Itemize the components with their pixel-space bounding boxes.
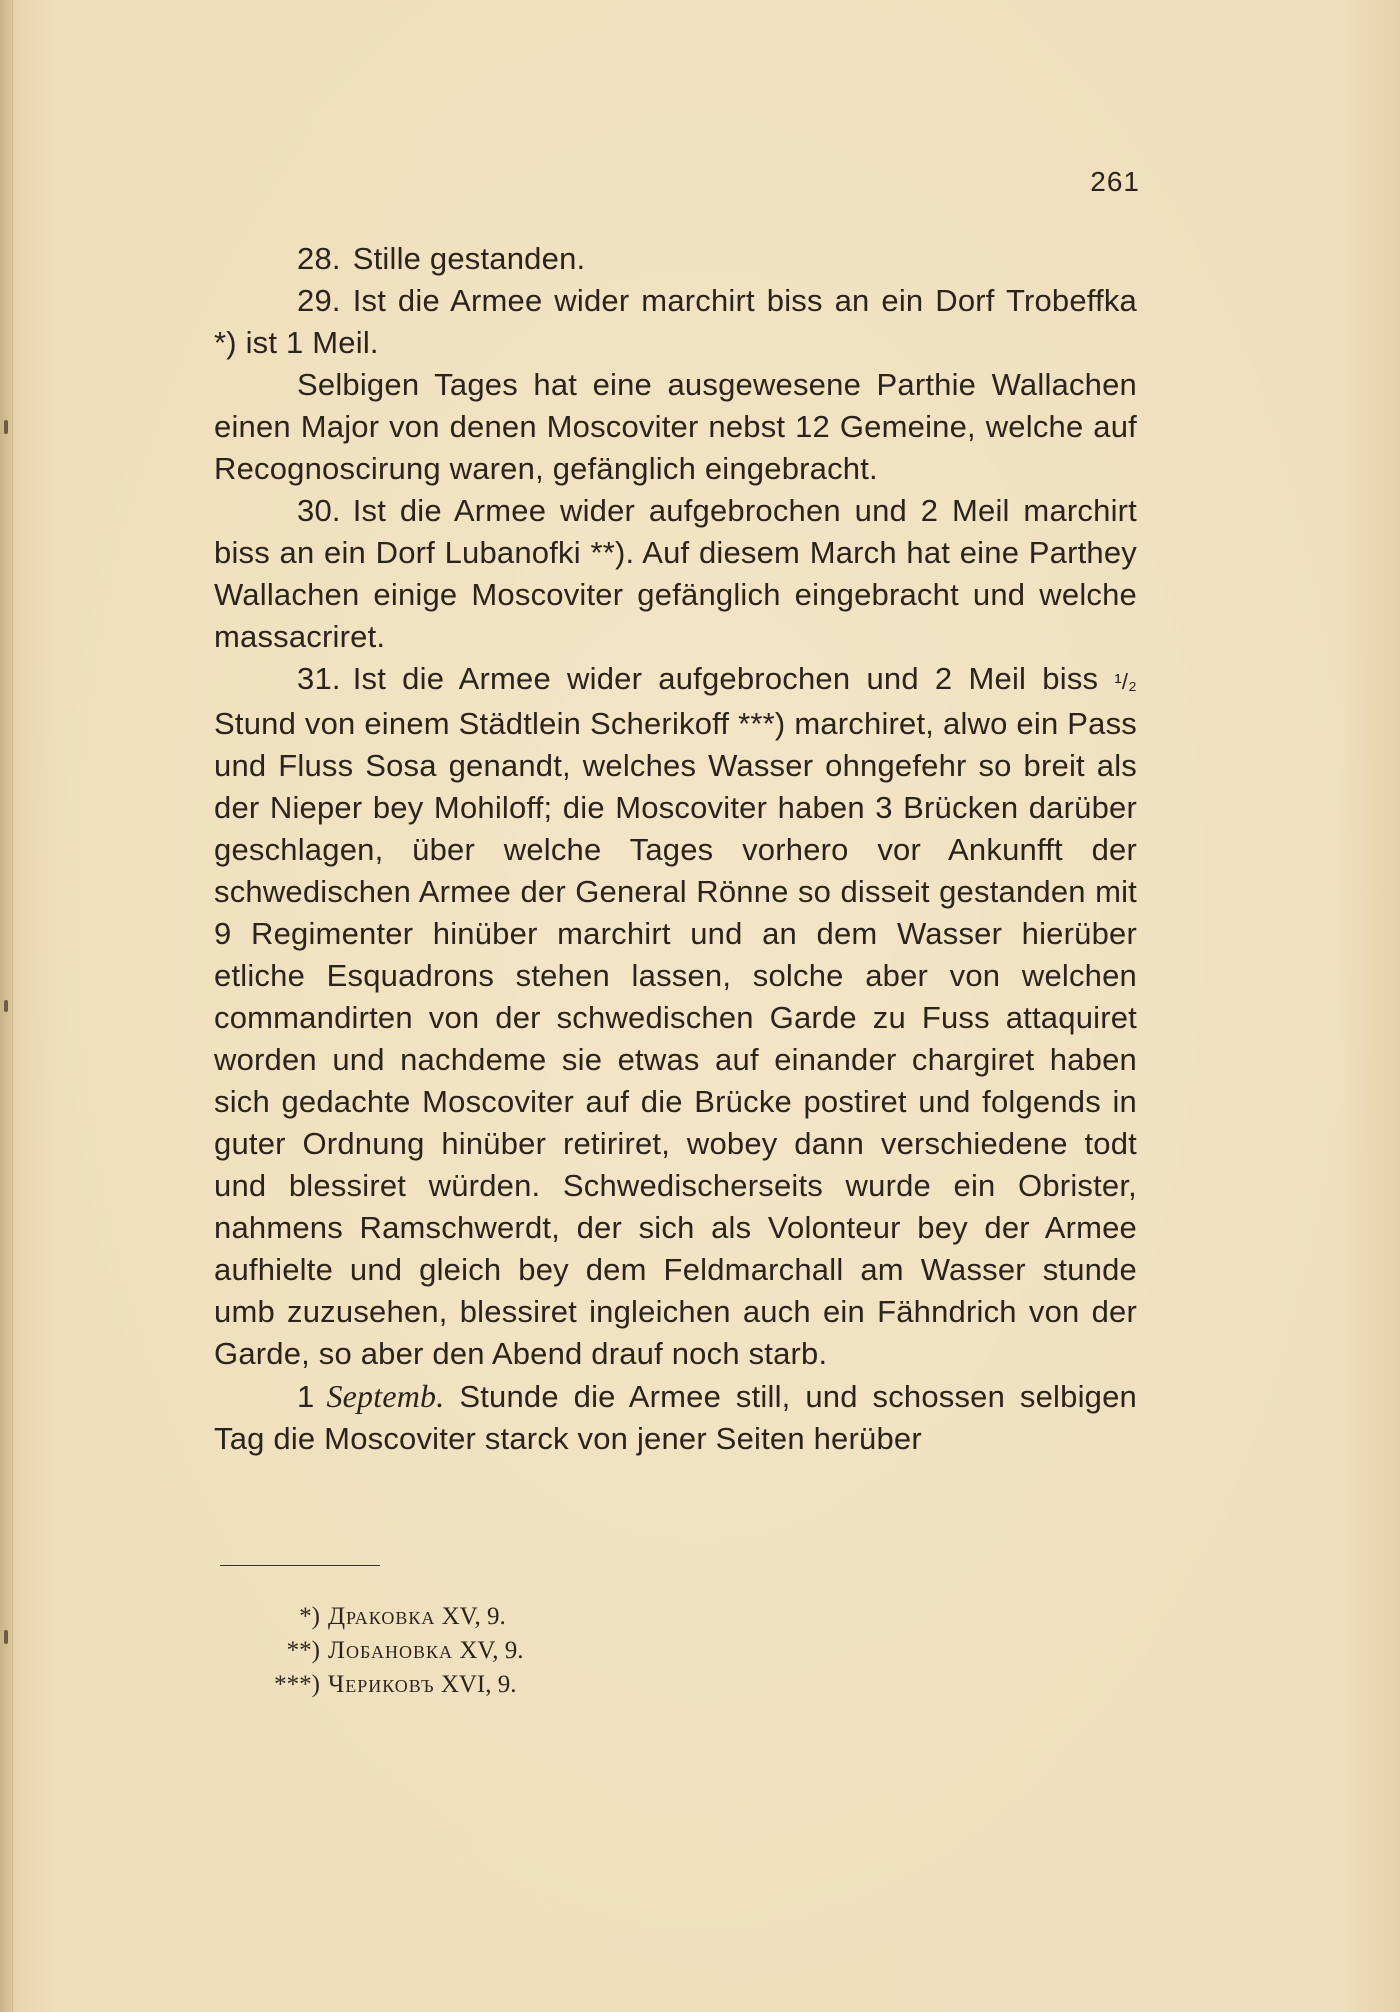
entry-text: Ist die Armee wider aufgebrochen und 2 Meil marchirt biss an ein Dorf Lubanofki **). Auf diesem March hat eine Parthey Wallachen einige Moscoviter gefänglich eingebracht und welche massacriret. [214,493,1137,654]
footnote-mark: ***) [274,1671,320,1698]
body-text [214,238,1137,1460]
footnote-divider [220,1565,380,1566]
footnote-2 [270,1634,523,1668]
entry-number: 29. [297,283,341,318]
footnote-mark: **) [286,1637,320,1664]
page-number: 261 [1090,166,1140,197]
paragraph-29 [214,280,1137,364]
entry-number: 30. [297,493,341,528]
paragraph-selbigen [214,364,1137,490]
footnote-name: Драковка [328,1603,436,1630]
entry-text: Stund von einem Städtlein Scherikoff ***) marchiret, alwo ein Pass und Fluss Sosa genandt, welches Wasser ohngefehr so breit als der Nieper bey Mohiloff; die Moscoviter haben 3 Brücken darüber geschlagen, über welche Tages vorhero vor Ankunfft der schwedischen Armee der General Rönne so disseit gestanden mit 9 Regimenter hinüber marchirt und an dem Wasser hierüber etliche Esquadrons stehen lassen, solche aber von welchen commandirten von der schwedischen Garde zu Fuss attaquiret worden und nachdeme sie etwas auf einander chargiret haben sich gedachte Moscoviter auf die Brücke postiret und folgends in guter Ordnung hinüber retiriret, wobey dann verschiedene todt und blessiret würden. Schwedischerseits wurde ein Obrister, nahmens Ramschwerdt, der sich als Volonteur bey der Armee aufhielte und gleich bey dem Feldmarchall am Wasser stunde umb zuzusehen, blessiret ingleichen auch ein Fähndrich von der Garde, so aber den Abend drauf noch starb. [214,706,1137,1371]
footnote-1 [270,1600,523,1634]
edge-mark [4,1630,8,1644]
footnote-name: Лобановка [328,1637,454,1664]
entry-text: Stille gestanden. [352,241,586,276]
footnote-ref: XV, 9. [441,1603,506,1630]
footnote-name: Чериковъ [328,1671,435,1698]
footnote-ref: XV, 9. [459,1637,524,1664]
entry-number: 1 [297,1379,315,1414]
entry-text: Selbigen Tages hat eine ausgewesene Parthie Wallachen einen Major von denen Moscoviter nebst 12 Gemeine, welche auf Recognoscirung waren, gefänglich eingebracht. [214,367,1137,486]
paragraph-31 [214,658,1137,1375]
edge-mark [4,420,8,434]
paragraph-30 [214,490,1137,658]
footnote-3 [270,1668,523,1702]
entry-number: 31. [297,661,341,696]
entry-date: Septemb. [326,1378,445,1414]
entry-number: 28. [297,241,341,276]
entry-text: Ist die Armee wider marchirt biss an ein Dorf Trobeffka *) ist 1 Meil. [214,283,1137,360]
footnote-ref: XVI, 9. [440,1671,517,1698]
paragraph-1-septemb [214,1375,1137,1460]
edge-mark [4,1000,8,1012]
footnote-mark: *) [299,1603,320,1630]
entry-text: Stunde die Armee still, und schossen selbigen Tag die Moscoviter starck von jener Seiten herüber [214,1379,1137,1456]
paragraph-28 [214,238,1137,280]
fraction-half: ¹/₂ [1114,669,1137,694]
footnotes [270,1600,523,1702]
entry-text-before-fraction: Ist die Armee wider aufgebrochen und 2 Meil biss [352,661,1099,696]
